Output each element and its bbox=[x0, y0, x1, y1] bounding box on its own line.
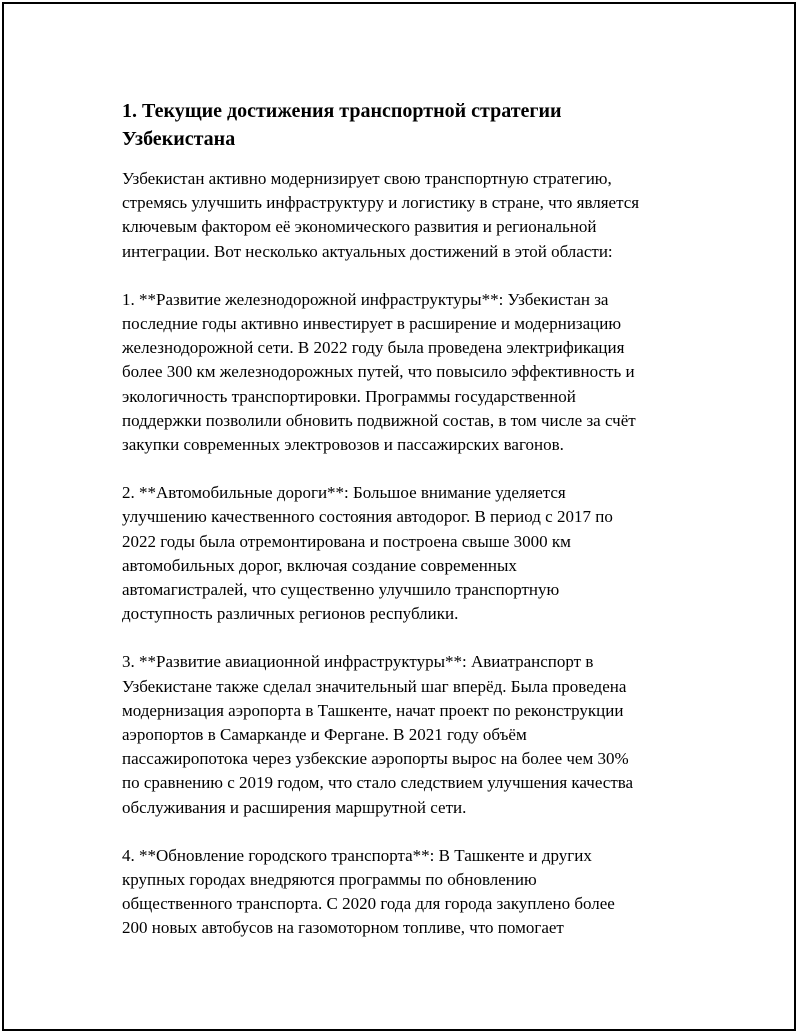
paragraph-line: модернизация аэропорта в Ташкенте, начат проект по реконструкции bbox=[122, 700, 624, 720]
paragraph-line: 1. **Развитие железнодорожной инфраструктуры**: Узбекистан за bbox=[122, 289, 609, 309]
paragraph-line: последние годы активно инвестирует в расширение и модернизацию bbox=[122, 314, 622, 334]
paragraph-line: 2. **Автомобильные дороги**: Большое внимание уделяется bbox=[122, 483, 566, 503]
paragraph-line: 3. **Развитие авиационной инфраструктуры**: Авиатранспорт в bbox=[122, 652, 594, 672]
paragraph-line: улучшению качественного состояния автодорог. В период с 2017 по bbox=[122, 507, 613, 527]
section-heading bbox=[122, 97, 692, 153]
paragraph-line: поддержки позволили обновить подвижной состав, в том числе за счёт bbox=[122, 410, 636, 430]
paragraph-line: 2022 годы была отремонтирована и построена свыше 3000 км bbox=[122, 531, 571, 551]
paragraph-line: автомагистралей, что существенно улучшило транспортную bbox=[122, 580, 560, 600]
paragraph-line: доступность различных регионов республики. bbox=[122, 604, 459, 624]
intro-paragraph bbox=[122, 167, 692, 264]
paragraph-line: пассажиропотока через узбекские аэропорты вырос на более чем 30% bbox=[122, 749, 629, 769]
paragraph-line: более 300 км железнодорожных путей, что повысило эффективность и bbox=[122, 362, 635, 382]
section-heading-line: Узбекистана bbox=[122, 128, 236, 150]
roads-paragraph bbox=[122, 481, 692, 626]
paragraph-line: по сравнению с 2019 годом, что стало следствием улучшения качества bbox=[122, 773, 634, 793]
paragraph-line: стремясь улучшить инфраструктуру и логистику в стране, что является bbox=[122, 193, 640, 213]
paragraph-line: закупки современных электровозов и пассажирских вагонов. bbox=[122, 435, 564, 455]
paragraph-line: обслуживания и расширения маршрутной сети. bbox=[122, 797, 467, 817]
paragraph-line: Узбекистан активно модернизирует свою транспортную стратегию, bbox=[122, 169, 612, 188]
paragraph-line: ключевым фактором её экономического развития и региональной bbox=[122, 217, 597, 237]
paragraph-line: крупных городах внедряются программы по обновлению bbox=[122, 870, 537, 890]
paragraph-line: железнодорожной сети. В 2022 году была проведена электрификация bbox=[122, 338, 625, 358]
paragraph-line: автомобильных дорог, включая создание современных bbox=[122, 555, 517, 575]
document-body bbox=[122, 97, 692, 965]
railway-paragraph bbox=[122, 288, 692, 457]
page-frame bbox=[2, 2, 796, 1031]
section-heading-line: 1. Текущие достижения транспортной стратегии bbox=[122, 100, 562, 122]
paragraph-line: аэропортов в Самарканде и Фергане. В 2021 году объём bbox=[122, 725, 527, 745]
paragraph-line: экологичность транспортировки. Программы государственной bbox=[122, 386, 576, 406]
paragraph-line: 4. **Обновление городского транспорта**: В Ташкенте и других bbox=[122, 845, 592, 865]
paragraph-line: интеграции. Вот несколько актуальных достижений в этой области: bbox=[122, 241, 613, 261]
paragraph-line: общественного транспорта. С 2020 года для города закуплено более bbox=[122, 894, 615, 914]
urban-transport-paragraph bbox=[122, 844, 692, 941]
aviation-paragraph bbox=[122, 650, 692, 819]
paragraph-line: 200 новых автобусов на газомоторном топливе, что помогает bbox=[122, 918, 564, 938]
paragraph-line: Узбекистане также сделал значительный шаг вперёд. Была проведена bbox=[122, 676, 627, 696]
